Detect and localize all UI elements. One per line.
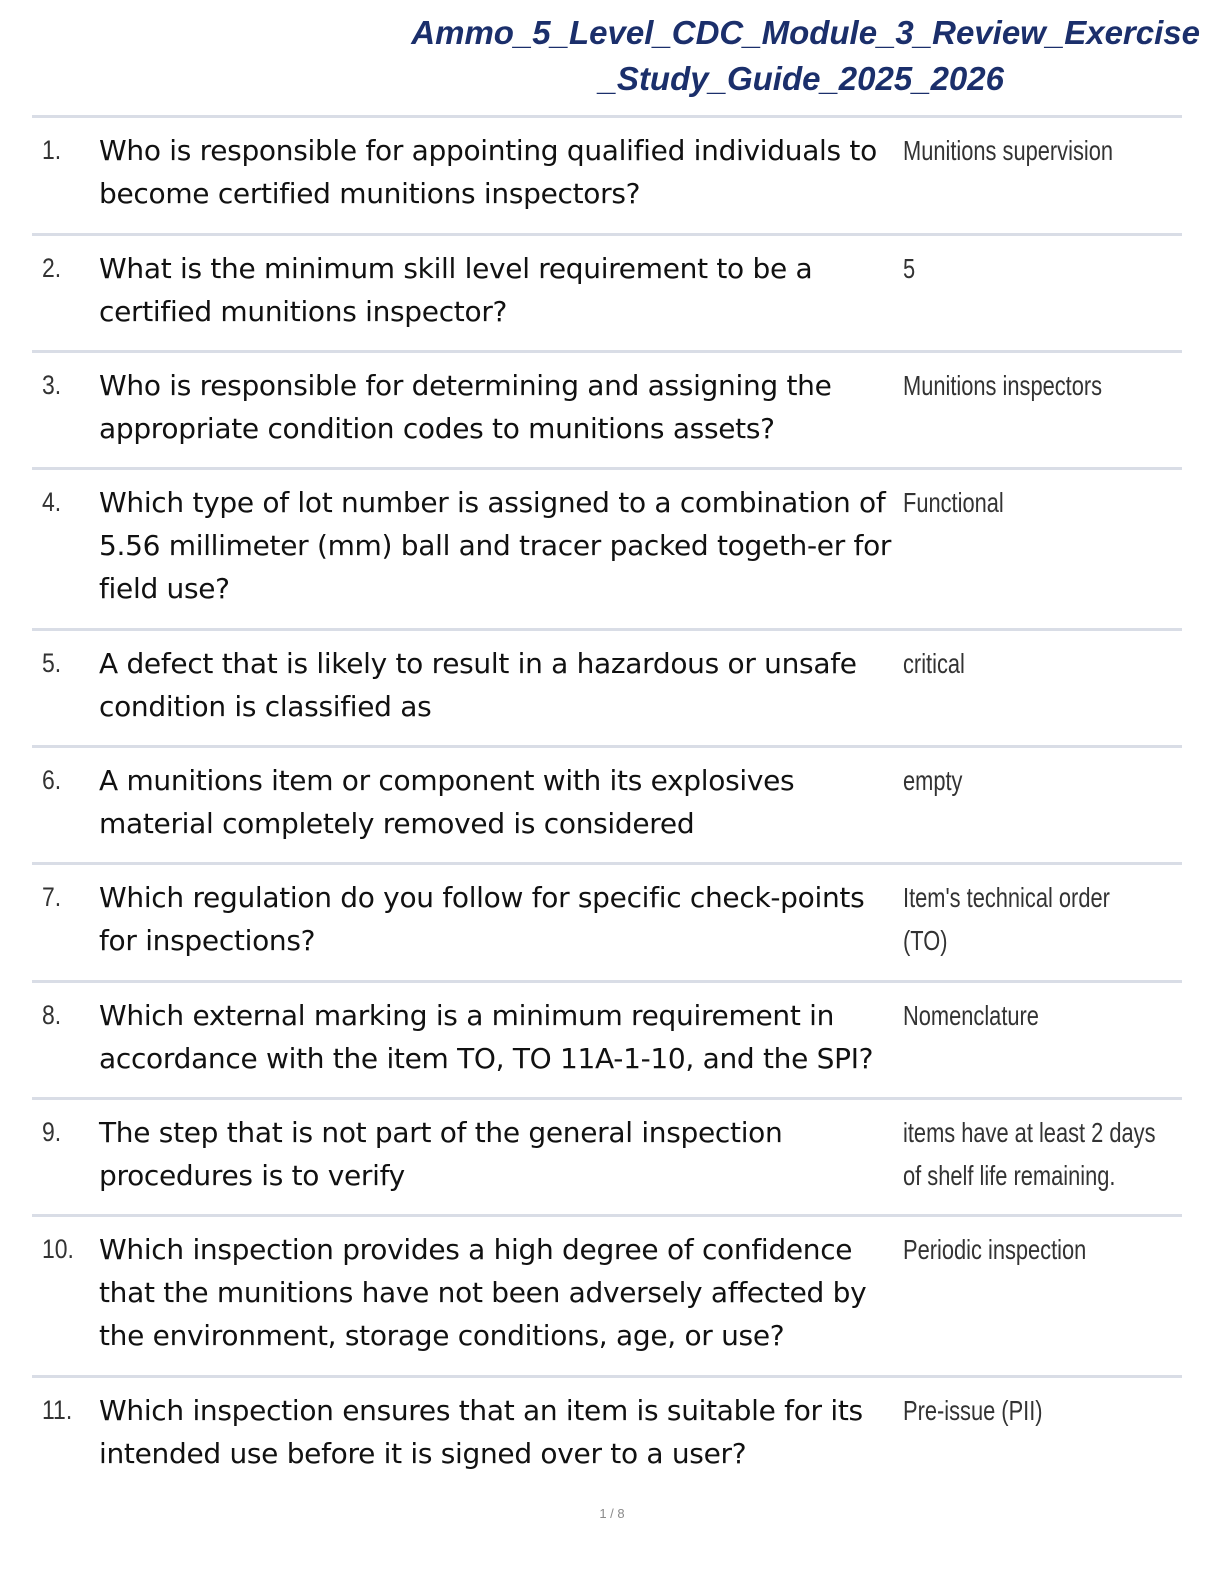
divider <box>32 233 1182 236</box>
question-text: The step that is not part of the general inspection procedures is to verify <box>99 1116 783 1192</box>
answer-text: Periodic inspection <box>903 1234 1087 1265</box>
answer-text: items have at least 2 days of shelf life remaining. <box>903 1117 1156 1191</box>
answer-text: Munitions inspectors <box>903 370 1103 401</box>
question-number: 10. <box>42 1234 74 1264</box>
divider <box>32 350 1182 353</box>
answer-text: 5 <box>903 253 916 284</box>
question-number: 5. <box>42 648 62 678</box>
divider <box>32 1097 1182 1100</box>
divider <box>32 1214 1182 1217</box>
question-text: Which inspection provides a high degree of confidence that the munitions have not been adversely affected by the environment, storage conditions, age, or use? <box>99 1233 867 1352</box>
divider <box>32 467 1182 470</box>
answer-text: Functional <box>903 487 1004 518</box>
question-number: 6. <box>42 765 62 795</box>
question-number: 3. <box>42 370 62 400</box>
question-text: A defect that is likely to result in a hazardous or unsafe condition is classified as <box>99 647 857 723</box>
question-number: 4. <box>42 487 62 517</box>
question-number: 1. <box>42 135 62 165</box>
question-text: A munitions item or component with its explosives material completely removed is considered <box>99 764 795 840</box>
title-line-1: Ammo_5_Level_CDC_Module_3_Review_Exercise <box>411 14 1200 51</box>
answer-text: Munitions supervision <box>903 135 1114 166</box>
title-line-2: _Study_Guide_2025_2026 <box>598 60 1004 97</box>
question-text: Who is responsible for appointing qualified individuals to become certified munitions inspectors? <box>99 134 877 210</box>
question-number: 7. <box>42 882 62 912</box>
question-text: What is the minimum skill level requirement to be a certified munitions inspector? <box>99 252 813 328</box>
page-indicator: 1 / 8 <box>599 1506 625 1521</box>
answer-text: empty <box>903 765 963 796</box>
document-title <box>300 10 1200 102</box>
question-text: Who is responsible for determining and assigning the appropriate condition codes to munitions assets? <box>99 369 832 445</box>
divider <box>32 628 1182 631</box>
divider <box>32 745 1182 748</box>
divider <box>32 115 1182 118</box>
question-text: Which external marking is a minimum requirement in accordance with the item TO, TO 11A-1-10, and the SPI? <box>99 999 874 1075</box>
answer-text: Pre-issue (PII) <box>903 1395 1043 1426</box>
question-text: Which type of lot number is assigned to a combination of 5.56 millimeter (mm) ball and tracer packed togeth-er for field use? <box>99 486 892 605</box>
question-number: 9. <box>42 1117 62 1147</box>
divider <box>32 862 1182 865</box>
question-number: 11. <box>42 1395 73 1425</box>
answer-text: Item's technical order (TO) <box>903 882 1110 956</box>
question-text: Which regulation do you follow for specific check-points for inspections? <box>99 881 865 957</box>
question-number: 8. <box>42 1000 62 1030</box>
answer-text: critical <box>903 648 965 679</box>
answer-text: Nomenclature <box>903 1000 1039 1031</box>
divider <box>32 1375 1182 1378</box>
question-text: Which inspection ensures that an item is suitable for its intended use before it is signed over to a user? <box>99 1394 863 1470</box>
divider <box>32 980 1182 983</box>
question-number: 2. <box>42 253 62 283</box>
